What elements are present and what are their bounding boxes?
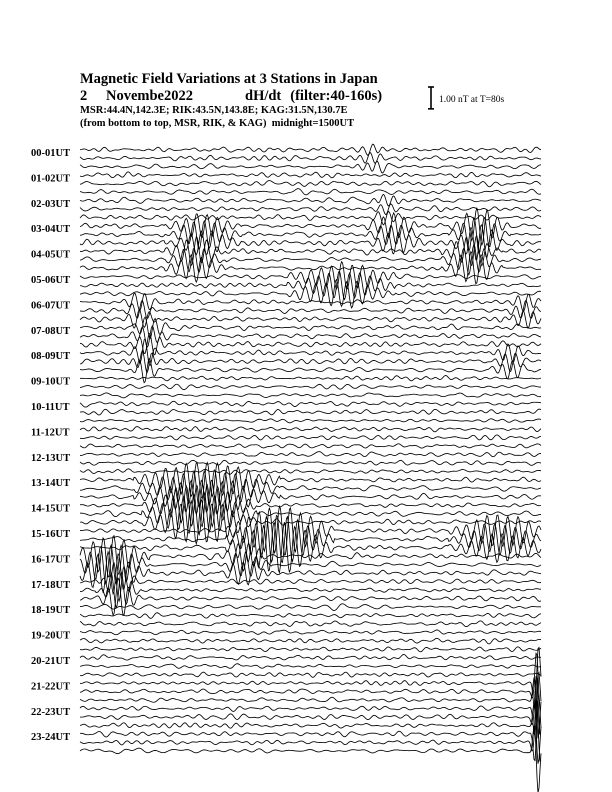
hour-label: 01-02UT: [31, 173, 71, 185]
trace-RIK: [80, 217, 541, 253]
hour-label: 19-20UT: [31, 630, 71, 642]
quantity-label: dH/dt: [245, 88, 282, 104]
trace-RIK: [80, 153, 541, 163]
hour-label: 10-11UT: [31, 402, 70, 413]
trace-KAG: [80, 452, 541, 457]
trace-RIK: [80, 572, 541, 608]
hour-label: 11-12UT: [31, 427, 70, 439]
hour-label: 17-18UT: [31, 579, 71, 591]
hour-label: 21-22UT: [31, 681, 71, 693]
trace-RIK: [80, 545, 541, 584]
station-coordinates: MSR:44.4N,142.3E; RIK:43.5N,143.8E; KAG:31.5N,130.7E: [80, 105, 348, 116]
trace-RIK: [80, 435, 541, 440]
trace-KAG: [80, 144, 541, 155]
date-day: 2: [80, 88, 88, 104]
order-note: (from bottom to top, MSR, RIK, & KAG): [80, 118, 267, 129]
hour-label: 16-17UT: [31, 554, 71, 566]
hour-label: 18-19UT: [31, 605, 71, 617]
midnight-note: midnight=1500UT: [271, 118, 355, 129]
trace-KAG: [80, 630, 541, 635]
trace-MSR: [80, 189, 541, 195]
hour-label: 23-24UT: [31, 732, 71, 744]
trace-MSR: [80, 672, 541, 677]
chart-title: Magnetic Field Variations at 3 Stations in Japan: [80, 71, 378, 87]
trace-KAG: [80, 208, 541, 245]
trace-KAG: [80, 401, 541, 407]
trace-MSR: [80, 621, 541, 627]
trace-MSR: [80, 578, 541, 615]
trace-KAG: [80, 293, 541, 311]
hour-label: 13-14UT: [31, 478, 71, 490]
trace-RIK: [80, 409, 541, 415]
hour-label: 07-08UT: [31, 325, 71, 337]
trace-MSR: [80, 647, 541, 652]
trace-MSR: [80, 309, 541, 328]
hour-label: 15-16UT: [31, 529, 71, 540]
trace-MSR: [80, 419, 541, 423]
hour-label: 02-03UT: [31, 198, 71, 210]
filter-label: (filter:40-160s): [290, 88, 383, 104]
trace-KAG: [80, 604, 541, 611]
hour-label: 14-15UT: [31, 503, 71, 515]
trace-MSR: [80, 702, 541, 764]
trace-RIK: [80, 664, 541, 669]
scale-bar-label: 1.00 nT at T=80s: [439, 95, 505, 105]
trace-KAG: [80, 194, 541, 206]
scale-bar: [428, 87, 434, 109]
trace-MSR: [80, 393, 541, 398]
trace-KAG: [80, 317, 541, 338]
trace-RIK: [80, 384, 541, 389]
trace-MSR: [80, 211, 541, 225]
trace-KAG: [80, 375, 541, 380]
hour-label: 09-10UT: [31, 376, 71, 388]
hour-label: 05-06UT: [31, 275, 71, 286]
trace-RIK: [80, 204, 541, 215]
hour-label: 08-09UT: [31, 351, 71, 363]
hour-label: 22-23UT: [31, 706, 71, 718]
trace-MSR: [80, 552, 541, 594]
trace-RIK: [80, 638, 541, 644]
hour-label: 12-13UT: [31, 452, 71, 464]
trace-RIK: [80, 460, 541, 465]
trace-MSR: [80, 444, 541, 448]
trace-RIK: [80, 613, 541, 619]
trace-KAG: [80, 172, 541, 178]
date-year: 2022: [164, 88, 193, 104]
trace-KAG: [80, 427, 541, 432]
hour-labels: [31, 148, 70, 743]
traces: [80, 144, 541, 792]
trace-RIK: [80, 493, 541, 535]
hour-label: 00-01UT: [31, 148, 71, 159]
trace-RIK: [80, 181, 541, 187]
trace-MSR: [80, 161, 541, 173]
trace-RIK: [80, 470, 541, 507]
hour-label: 03-04UT: [31, 224, 71, 236]
hour-label: 04-05UT: [31, 249, 71, 261]
trace-KAG: [80, 654, 541, 660]
date-month: Novembe: [106, 88, 164, 104]
trace-MSR: [80, 469, 541, 474]
hour-label: 20-21UT: [31, 656, 71, 667]
hour-label: 06-07UT: [31, 300, 71, 312]
trace-RIK: [80, 271, 541, 299]
